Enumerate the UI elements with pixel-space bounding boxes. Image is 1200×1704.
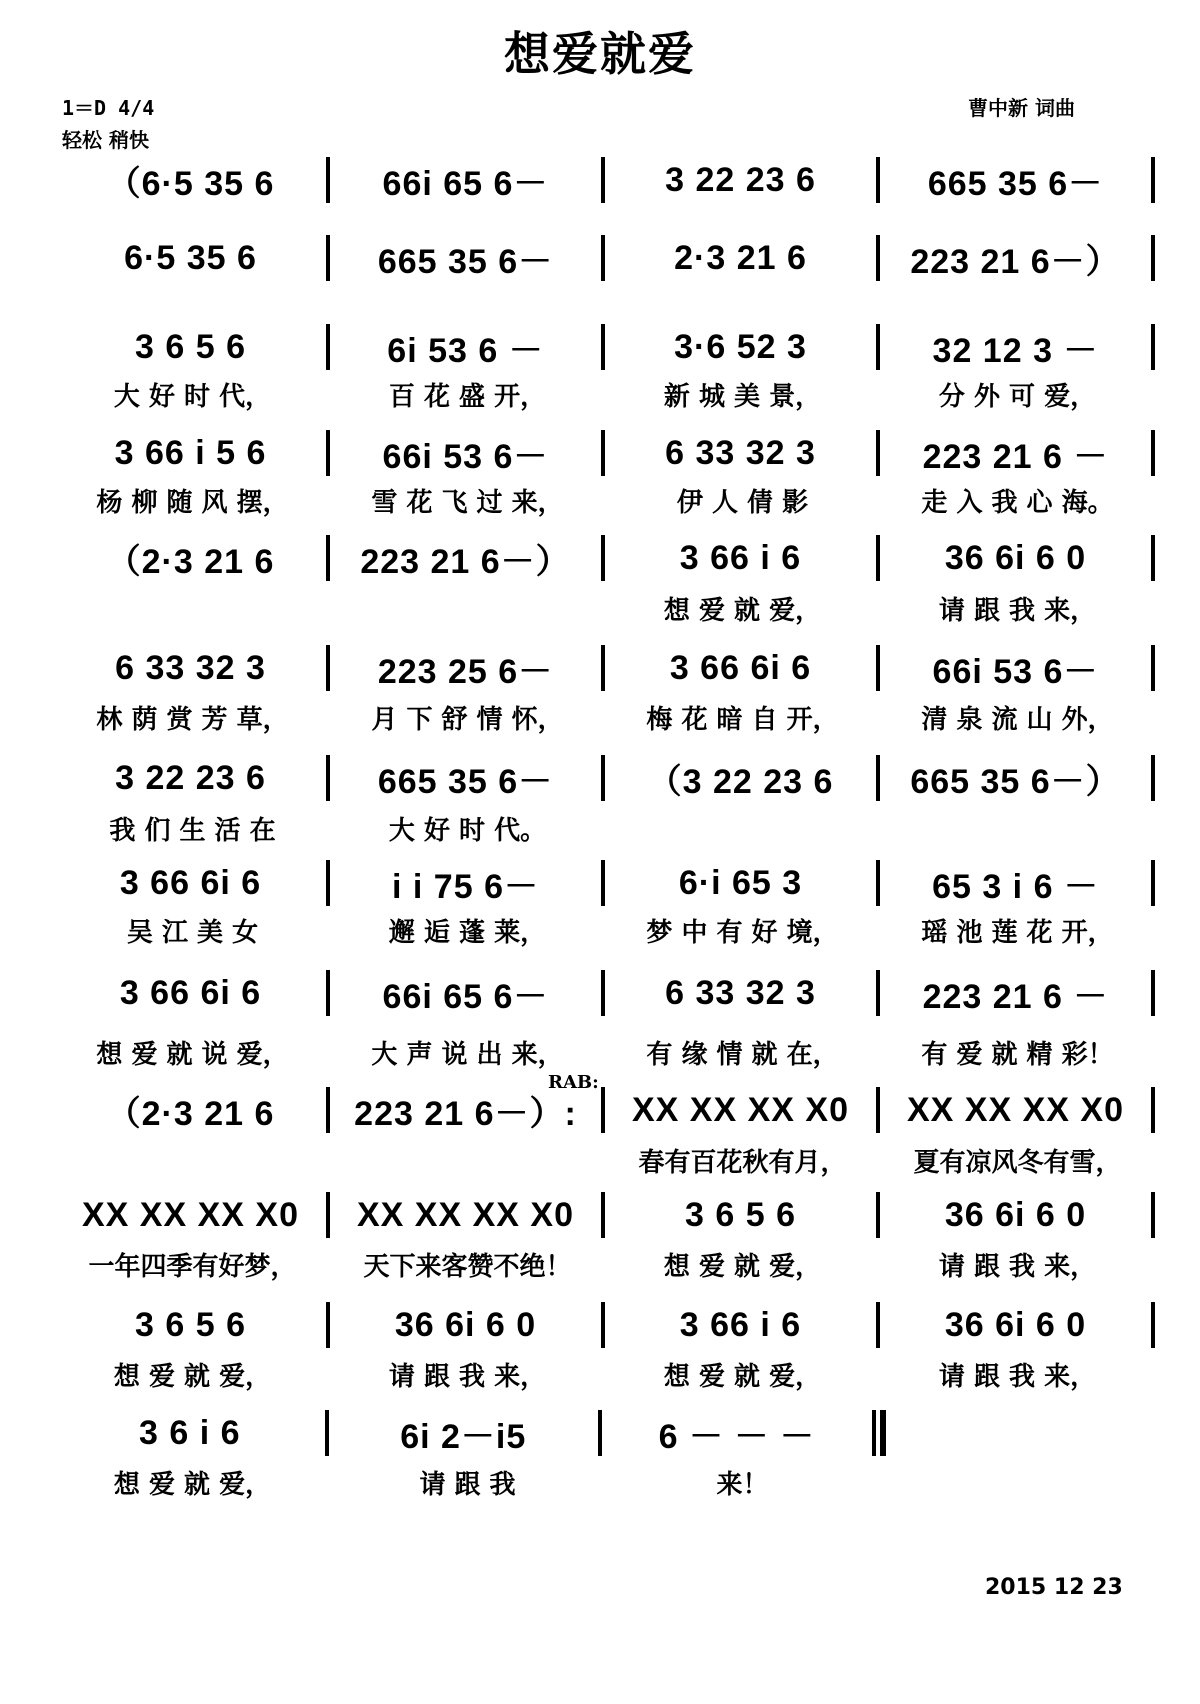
measure: 665 35 6－）	[910, 762, 1121, 801]
measure: 223 21 6 －	[922, 437, 1109, 476]
author-credit: 曹中新 词曲	[968, 96, 1075, 120]
measure: 66i 65 6－	[382, 164, 549, 203]
measure: 6 33 32 3	[665, 973, 816, 1012]
notation-row	[55, 233, 1155, 283]
measure: 6 33 32 3	[665, 433, 816, 472]
barline	[1151, 324, 1155, 370]
lyric-row	[55, 697, 1155, 737]
date-stamp: 2015 12 23	[985, 1575, 1123, 1600]
lyric-segment: 梦 中 有 好 境，	[646, 917, 839, 948]
notation-row	[55, 1300, 1155, 1350]
measure: 36 6i 6 0	[944, 1305, 1087, 1344]
notation-row	[55, 428, 1155, 478]
lyric-segment: 请 跟 我 来，	[938, 1361, 1097, 1392]
barline	[1151, 970, 1155, 1016]
notation-row	[55, 643, 1155, 693]
lyric-segment: 请 跟 我 来，	[388, 1361, 547, 1392]
measure: 223 21 6－）	[360, 542, 571, 581]
measure: 223 21 6－）:	[354, 1094, 577, 1133]
rap-marker: RAB:	[548, 1072, 599, 1093]
lyric-segment: 请 跟 我 来，	[938, 595, 1097, 626]
barline	[1151, 1192, 1155, 1238]
barline	[1151, 645, 1155, 691]
lyric-segment: 大 好 时 代。	[388, 815, 547, 846]
lyric-segment: 杨 柳 随 风 摆，	[96, 487, 289, 518]
measure: XX XX XX X0	[632, 1090, 849, 1129]
measure: （3 22 23 6	[647, 762, 834, 801]
lyric-segment: 春有百花秋有月，	[638, 1147, 847, 1178]
final-barline	[872, 1410, 886, 1456]
barline	[1151, 860, 1155, 906]
measure: 36 6i 6 0	[944, 538, 1087, 577]
measure: 3 66 6i 6	[119, 973, 262, 1012]
measure: 2·3 21 6	[674, 238, 807, 277]
measure: （6·5 35 6	[106, 164, 275, 203]
measure: 3 66 i 5 6	[114, 433, 267, 472]
measure: 223 25 6－	[377, 652, 554, 691]
barline	[1151, 430, 1155, 476]
lyric-segment: 想 爱 就 爱，	[113, 1469, 272, 1500]
measure: 3 6 i 6	[138, 1413, 241, 1452]
measure: 6·i 65 3	[678, 863, 803, 902]
barline	[1151, 1302, 1155, 1348]
measure: 665 35 6－	[377, 242, 554, 281]
lyric-row	[55, 1032, 1155, 1072]
lyric-segment: 雪 花 飞 过 来，	[371, 487, 564, 518]
lyric-segment: 天下来客赞不绝！	[363, 1251, 572, 1282]
measure: i i 75 6－	[392, 867, 539, 906]
lyric-segment: 邂 逅 蓬 莱，	[388, 917, 547, 948]
lyric-row	[55, 1354, 1155, 1394]
measure: 3 6 5 6	[685, 1195, 796, 1234]
measure: 3 6 5 6	[135, 1305, 246, 1344]
lyric-segment: 大 声 说 出 来，	[371, 1039, 564, 1070]
lyric-segment: 月 下 舒 情 怀，	[371, 704, 564, 735]
tempo-marking: 轻松 稍快	[62, 128, 149, 152]
measure: 6i 53 6 －	[387, 331, 544, 370]
barline	[1151, 1087, 1155, 1133]
measure: 6·5 35 6	[124, 238, 257, 277]
measure: 66i 53 6－	[932, 652, 1099, 691]
measure: XX XX XX X0	[82, 1195, 299, 1234]
notation-row	[55, 322, 1155, 372]
lyric-segment: 夏有凉风冬有雪，	[913, 1147, 1122, 1178]
lyric-segment: 来！	[716, 1469, 769, 1500]
barline	[1151, 755, 1155, 801]
measure: 6i 2－i5	[400, 1417, 527, 1456]
measure	[886, 1410, 1156, 1456]
measure: 36 6i 6 0	[944, 1195, 1087, 1234]
measure: 32 12 3 －	[932, 331, 1099, 370]
measure: 3 66 i 6	[679, 1305, 802, 1344]
measure: （2·3 21 6	[106, 1094, 275, 1133]
measure: XX XX XX X0	[907, 1090, 1124, 1129]
measure: 665 35 6－	[927, 164, 1104, 203]
lyric-segment: 伊 人 倩 影	[676, 487, 809, 518]
measure: 6 － － －	[658, 1417, 815, 1456]
lyric-segment: 想 爱 就 说 爱，	[96, 1039, 289, 1070]
notation-row	[55, 858, 1155, 908]
lyric-segment: 吴 江 美 女	[126, 917, 259, 948]
lyric-segment: 请 跟 我	[419, 1469, 516, 1500]
lyric-segment: 百 花 盛 开，	[388, 381, 547, 412]
measure: 3 66 6i 6	[669, 648, 812, 687]
measure: 3 22 23 6	[115, 758, 266, 797]
notation-row	[55, 753, 1155, 803]
measure: 3·6 52 3	[674, 327, 807, 366]
measure: （2·3 21 6	[106, 542, 275, 581]
song-title: 想爱就爱	[504, 27, 696, 81]
measure: 6 33 32 3	[115, 648, 266, 687]
measure: 223 21 6 －	[922, 977, 1109, 1016]
lyric-segment: 大 好 时 代，	[113, 381, 272, 412]
measure: 66i 65 6－	[382, 977, 549, 1016]
lyric-segment: 有 缘 情 就 在，	[646, 1039, 839, 1070]
lyric-segment: 清 泉 流 山 外，	[921, 704, 1114, 735]
lyric-segment: 想 爱 就 爱，	[663, 1361, 822, 1392]
lyric-segment: 想 爱 就 爱，	[663, 1251, 822, 1282]
measure: 66i 53 6－	[382, 437, 549, 476]
lyric-row	[55, 1140, 1155, 1180]
lyric-row	[55, 808, 1155, 848]
lyric-segment: 有 爱 就 精 彩！	[921, 1039, 1114, 1070]
lyric-segment: 新 城 美 景，	[663, 381, 822, 412]
lyric-row	[55, 1462, 1155, 1502]
measure: 223 21 6－）	[910, 242, 1121, 281]
lyric-segment: 我 们 生 活 在	[109, 815, 276, 846]
measure: 3 22 23 6	[665, 160, 816, 199]
lyric-segment: 一年四季有好梦，	[88, 1251, 297, 1282]
measure: 3 6 5 6	[135, 327, 246, 366]
measure: 3 66 6i 6	[119, 863, 262, 902]
key-signature: 1＝D 4/4	[62, 96, 155, 120]
notation-row	[55, 1408, 1155, 1458]
lyric-row	[55, 910, 1155, 950]
measure: 65 3 i 6 －	[932, 867, 1099, 906]
measure: 36 6i 6 0	[394, 1305, 537, 1344]
notation-row	[55, 155, 1155, 205]
lyric-segment: 瑶 池 莲 花 开，	[921, 917, 1114, 948]
lyric-segment: 分 外 可 爱，	[938, 381, 1097, 412]
lyric-row	[55, 374, 1155, 414]
lyric-segment: 梅 花 暗 自 开，	[646, 704, 839, 735]
lyric-segment: 想 爱 就 爱，	[663, 595, 822, 626]
lyric-segment: 想 爱 就 爱，	[113, 1361, 272, 1392]
barline	[1151, 535, 1155, 581]
lyric-row	[55, 588, 1155, 628]
lyric-row	[55, 480, 1155, 520]
lyric-row	[55, 1244, 1155, 1284]
measure: XX XX XX X0	[357, 1195, 574, 1234]
barline	[1151, 157, 1155, 203]
barline	[1151, 235, 1155, 281]
lyric-segment: 请 跟 我 来，	[938, 1251, 1097, 1282]
notation-row	[55, 533, 1155, 583]
notation-row	[55, 1190, 1155, 1240]
lyric-segment: 林 荫 赏 芳 草，	[96, 704, 289, 735]
measure: 3 66 i 6	[679, 538, 802, 577]
notation-row	[55, 1085, 1155, 1135]
notation-row	[55, 968, 1155, 1018]
lyric-segment: 走 入 我 心 海。	[921, 487, 1114, 518]
measure: 665 35 6－	[377, 762, 554, 801]
